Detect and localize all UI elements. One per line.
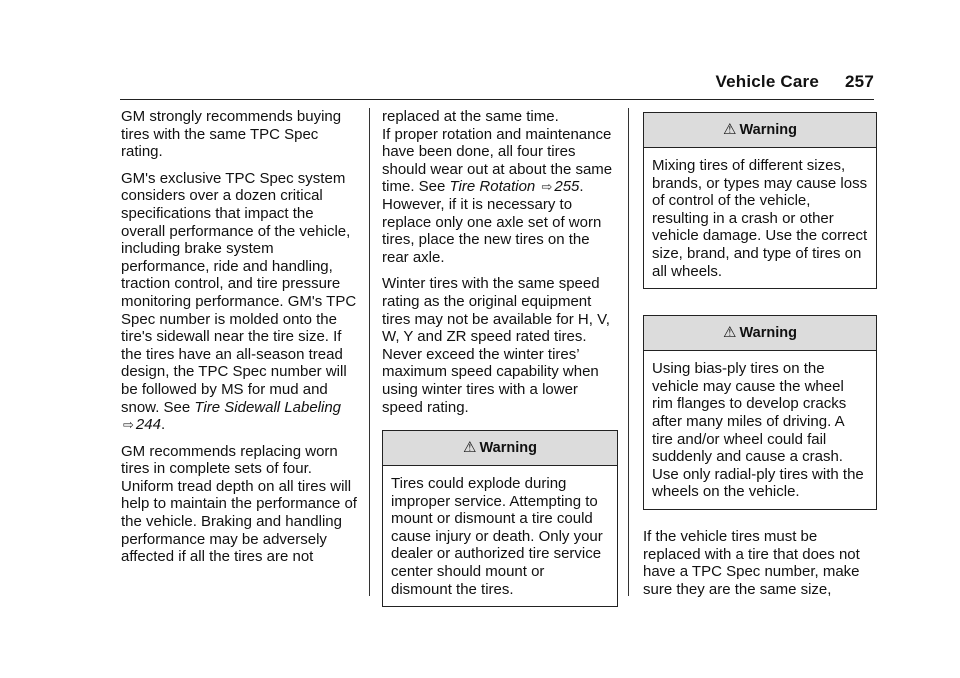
warning-header	[383, 431, 617, 466]
column-1	[121, 108, 357, 575]
paragraph-text: . However, if it is necessary to replace only one axle set of worn tires, place the new tires on the rear axle.	[382, 178, 602, 266]
reference-page[interactable]: 255	[554, 178, 580, 196]
paragraph: replaced at the same time.	[382, 108, 559, 125]
warning-title: Warning	[479, 440, 537, 457]
cross-reference-link[interactable]: Tire Rotation	[449, 178, 536, 196]
warning-box	[643, 112, 877, 289]
paragraph: GM strongly recommends buying tires with the same TPC Spec rating.	[121, 108, 342, 161]
column-separator	[628, 108, 629, 596]
warning-box	[643, 315, 877, 510]
column-2	[382, 108, 618, 607]
column-3	[643, 108, 877, 607]
cross-reference-link[interactable]: Tire Sidewall Labeling	[194, 398, 342, 416]
paragraph-text: If proper rotation and maintenance have been done, all four tires should wear out at about the same time. See	[382, 125, 613, 196]
paragraph-text: GM's exclusive TPC Spec system considers over a dozen critical specifications that impact the overall performance of the vehicle, including brake system performance, ride and handling, traction control, and tire pressure monitoring performance. GM's TPC Spec number is molded onto the tire's sidewall near the tire size. If the tires have an all-season tread design, the TPC Spec number will be followed by MS for mud and snow. See	[121, 169, 357, 416]
warning-header	[644, 113, 876, 148]
paragraph	[382, 126, 618, 267]
reference-page[interactable]: 244	[135, 416, 161, 434]
warning-title: Warning	[739, 122, 797, 138]
page-header	[716, 72, 875, 92]
warning-title: Warning	[739, 325, 797, 342]
page-reference-arrow-icon: ⇨	[541, 179, 553, 195]
warning-text: Tires could explode during improper service. Attempting to mount or dismount a tire could cause injury or death. Only your dealer or authorized tire service center should mount or dismount the tires.	[391, 475, 603, 598]
warning-text: Using bias-ply tires on the vehicle may cause the wheel rim flanges to develop cracks after many miles of driving. A tire and/or wheel could fail suddenly and cause a crash. Use only radial-ply tires with the wheels on the vehicle.	[652, 360, 864, 501]
paragraph: If the vehicle tires must be replaced with a tire that does not have a TPC Spec number, make sure they are the same size,	[643, 527, 860, 598]
warning-text: Mixing tires of different sizes, brands, or types may cause loss of control of the vehicle, resulting in a crash or other vehicle damage. Use the correct size, brand, and type of tires on all wheels.	[652, 157, 868, 280]
header-rule	[120, 99, 874, 100]
page-number: 257	[845, 72, 874, 91]
warning-header	[644, 316, 876, 351]
warning-triangle-icon: ⚠	[463, 439, 477, 457]
warning-triangle-icon: ⚠	[723, 121, 737, 138]
paragraph: GM's exclusive TPC Spec system considers over a dozen critical specifications that impact the overall performance of the vehicle, including brake system performance, ride and handling, traction control, and tire pressure monitoring performance. GM's TPC Spec number is molded onto the tire's sidewall near the tire size. If the tires have an all-season tread design, the TPC Spec number will be followed by MS for mud and snow. See Tire Sidewall Labeling ⇨ 244.	[121, 169, 357, 434]
page-reference-arrow-icon: ⇨	[123, 417, 134, 433]
section-title: Vehicle Care	[715, 72, 820, 91]
paragraph: Winter tires with the same speed rating as the original equipment tires may not be available for H, V, W, Y and ZR speed rated tires. Never exceed the winter tires’ maximum speed capability when using winter tires with a lower speed rating.	[382, 275, 610, 416]
warning-box	[382, 430, 618, 607]
warning-triangle-icon: ⚠	[723, 324, 737, 342]
paragraph: GM recommends replacing worn tires in complete sets of four. Uniform tread depth on all tires will help to maintain the performance of the vehicle. Braking and handling performance may be adversely affected if all the tires are not	[121, 442, 357, 566]
column-separator	[369, 108, 370, 596]
